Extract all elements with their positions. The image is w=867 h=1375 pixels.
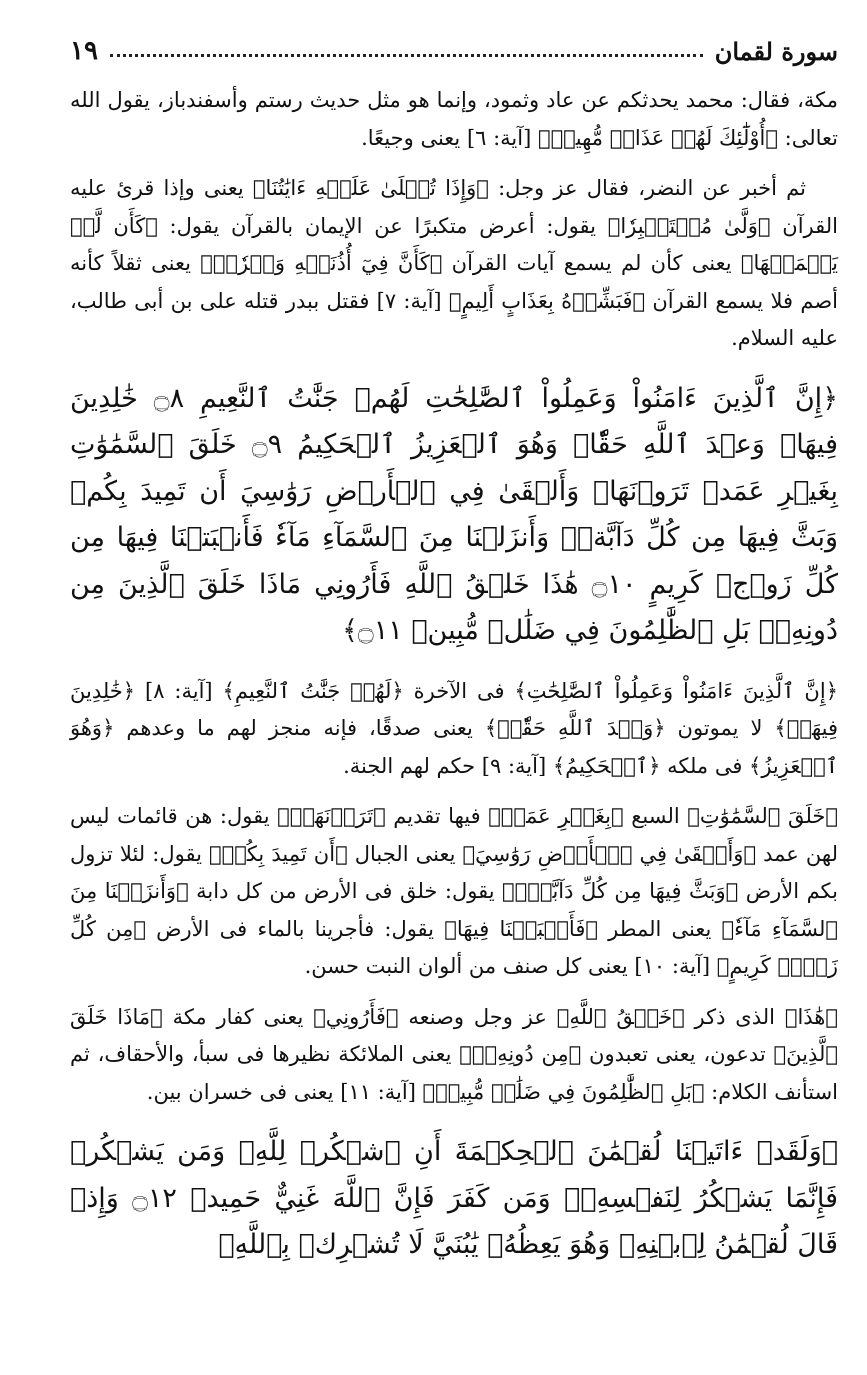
commentary-paragraph: ﴿هَٰذَا﴾ الذى ذكر ﴿خَلۡقُ ٱللَّهِ﴾ عز وجل وصنعه ﴿فَأَرُونِي﴾ يعنى كفار مكة ﴿مَاذَا خَلَقَ ٱلَّذِينَ﴾ تدعون، يعنى تعبدون ﴿مِن دُونِهِۦۚ﴾ يعنى الملائكة نظيرها فى سبأ، والأحقاف، ثم استأنف الكلام: ﴿بَلِ ٱلظَّٰلِمُونَ فِي ضَلَٰلٖ مُّبِينٖ﴾ [آية: ١١] يعنى فى خسران بين. bbox=[70, 1004, 838, 1104]
commentary-paragraph: ﴿خَلَقَ ٱلسَّمَٰوَٰتِ﴾ السبع ﴿بِغَيۡرِ عَمَدٖ﴾ فيها تقديم ﴿تَرَوۡنَهَاۖ﴾ يقول: هن قائمات ليس لهن عمد ﴿وَأَلۡقَىٰ فِي ٱلۡأَرۡضِ رَوَٰسِيَ﴾ يعنى الجبال ﴿أَن تَمِيدَ بِكُمۡ﴾ يقول: لئلا تزول بكم الأرض ﴿وَبَثَّ فِيهَا مِن كُلِّ دَآبَّةٖۚ﴾ يقول: خلق فى الأرض من كل دابة ﴿وَأَنزَلۡنَا مِنَ ٱلسَّمَآءِ مَآءٗ﴾ يعنى المطر ﴿فَأَنۢبَتۡنَا فِيهَا﴾ يقول: فأجرينا بالماء فى الأرض ﴿مِن كُلِّ زَوۡجٖ كَرِيمٍ﴾ [آية: ١٠] يعنى كل صنف من ألوان النبت حسن. bbox=[70, 804, 839, 978]
commentary-paragraph: مكة، فقال: محمد يحدثكم عن عاد وثمود، وإنما هو مثل حديث رستم وأسفندباز، يقول الله تعالى: ﴿أُوْلَٰٓئِكَ لَهُمۡ عَذَابٞ مُّهِينٞ﴾ [آية: ٦] يعنى وجيعًا. bbox=[70, 88, 838, 150]
header-dot-leader bbox=[110, 54, 703, 57]
quran-verse-block: ﴿وَلَقَدۡ ءَاتَيۡنَا لُقۡمَٰنَ ٱلۡحِكۡمَةَ أَنِ ٱشۡكُرۡ لِلَّهِۚ وَمَن يَشۡكُرۡ فَإِنَّمَا يَشۡكُرُ لِنَفۡسِهِۦۖ وَمَن كَفَرَ فَإِنَّ ٱللَّهَ غَنِيٌّ حَمِيدٞ ۝١٢ وَإِذۡ قَالَ لُقۡمَٰنُ لِٱبۡنِهِۦ وَهُوَ يَعِظُهُۥ يَٰبُنَيَّ لَا تُشۡرِكۡ بِٱللَّهِۖ bbox=[70, 1136, 838, 1260]
quran-verse-block: ﴿إِنَّ ٱلَّذِينَ ءَامَنُواْ وَعَمِلُواْ ٱلصَّٰلِحَٰتِ لَهُمۡ جَنَّٰتُ ٱلنَّعِيمِ ۝٨ خَٰلِدِينَ فِيهَاۖ وَعۡدَ ٱللَّهِ حَقّٗاۚ وَهُوَ ٱلۡعَزِيزُ ٱلۡحَكِيمُ ۝٩ خَلَقَ ٱلسَّمَٰوَٰتِ بِغَيۡرِ عَمَدٖ تَرَوۡنَهَاۖ وَأَلۡقَىٰ فِي ٱلۡأَرۡضِ رَوَٰسِيَ أَن تَمِيدَ بِكُمۡ وَبَثَّ فِيهَا مِن كُلِّ دَآبَّةٖۚ وَأَنزَلۡنَا مِنَ ٱلسَّمَآءِ مَآءٗ فَأَنۢبَتۡنَا فِيهَا مِن كُلِّ زَوۡجٖ كَرِيمٍ ۝١٠ هَٰذَا خَلۡقُ ٱللَّهِ فَأَرُونِي مَاذَا خَلَقَ ٱلَّذِينَ مِن دُونِهِۦۚ بَلِ ٱلظَّٰلِمُونَ فِي ضَلَٰلٖ مُّبِينٖ ۝١١﴾ bbox=[70, 382, 839, 646]
surah-title: سورة لقمان bbox=[714, 37, 838, 66]
page-header bbox=[70, 20, 838, 66]
commentary-paragraph: ثم أخبر عن النضر، فقال عز وجل: ﴿وَإِذَا تُتۡلَىٰ عَلَيۡهِ ءَايَٰتُنَا﴾ يعنى وإذا قرئ عليه القرآن ﴿وَلَّىٰ مُسۡتَكۡبِرٗا﴾ يقول: أعرض متكبرًا عن الإيمان بالقرآن يقول: ﴿كَأَن لَّمۡ يَسۡمَعۡهَا﴾ يعنى كأن لم يسمع آيات القرآن ﴿كَأَنَّ فِيٓ أُذُنَيۡهِ وَقۡرٗاۖ﴾ يعنى ثقلاً كأنه أصم فلا يسمع القرآن ﴿فَبَشِّرۡهُ بِعَذَابٍ أَلِيمٍ﴾ [آية: ٧] فقتل ببدر قتله على بن أبى طالب، عليه السلام. bbox=[70, 176, 838, 350]
page bbox=[70, 20, 838, 1360]
commentary-paragraph: ﴿إِنَّ ٱلَّذِينَ ءَامَنُواْ وَعَمِلُواْ ٱلصَّٰلِحَٰتِ﴾ فى الآخرة ﴿لَهُمۡ جَنَّٰتُ ٱلنَّعِيمِ﴾ [آية: ٨] ﴿خَٰلِدِينَ فِيهَاۖ﴾ لا يموتون ﴿وَعۡدَ ٱللَّهِ حَقّٗاۚ﴾ يعنى صدقًا، فإنه منجز لهم ما وعدهم ﴿وَهُوَ ٱلۡعَزِيزُ﴾ فى ملكه ﴿ٱلۡحَكِيمُ﴾ [آية: ٩] حكم لهم الجنة. bbox=[70, 678, 838, 778]
page-number: ١٩ bbox=[70, 36, 98, 66]
